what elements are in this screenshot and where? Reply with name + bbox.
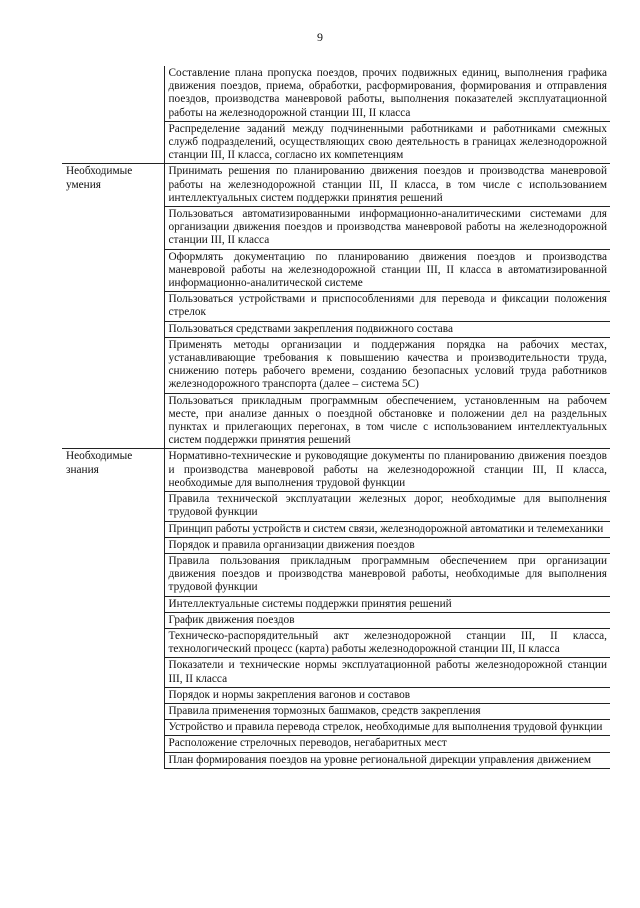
section-label: [62, 66, 164, 164]
requirement-cell: [164, 207, 610, 250]
requirement-text: Расположение стрелочных переводов, негабаритных мест: [168, 737, 447, 750]
requirement-text: Составление плана пропуска поездов, прочих подвижных единиц, выполнения графика движения поездов, приема, обработки, расформирования, формирования и отправления поездов, производства маневровой работы, выполнения показателей эксплуатационной работы на железнодорожной станции III, II класса: [168, 67, 607, 119]
requirement-text: Правила пользования прикладным программным обеспечением при организации движения поездов и производства маневровой работы, необходимые для выполнения трудовой функции: [168, 554, 607, 594]
requirement-cell: [164, 752, 610, 768]
requirement-cell: [164, 492, 610, 521]
requirement-cell: [164, 628, 610, 657]
requirement-cell: [164, 66, 610, 121]
requirement-text: Показатели и технические нормы эксплуатационной работы железнодорожной станции III, II класса: [168, 659, 607, 685]
requirement-text: Правила применения тормозных башмаков, средств закрепления: [168, 704, 481, 717]
requirement-cell: [164, 658, 610, 687]
requirement-cell: [164, 249, 610, 292]
requirement-cell: [164, 393, 610, 449]
requirement-text: План формирования поездов на уровне региональной дирекции управления движением: [168, 753, 592, 766]
requirement-text: Интеллектуальные системы поддержки принятия решений: [168, 597, 452, 610]
requirement-text: Распределение заданий между подчиненными работниками и работниками смежных служб подразделений, осуществляющих свою деятельность в границах железнодорожной станции III, II класса, согласно их компетенциям: [168, 122, 607, 162]
requirement-cell: [164, 537, 610, 553]
requirement-cell: [164, 703, 610, 719]
requirement-text: Техническо-распорядительный акт железнодорожной станции III, II класса, технологический процесс (карта) работы железнодорожной станции III, II класса: [168, 629, 607, 656]
requirement-cell: [164, 612, 610, 628]
requirement-cell: [164, 121, 610, 164]
requirement-cell: [164, 292, 610, 321]
requirement-text: График движения поездов: [168, 613, 295, 626]
table-row: [62, 164, 610, 207]
requirement-text: Пользоваться прикладным программным обеспечением, установленным на рабочем месте, при анализе данных о поездной обстановке и положении дел на раздельных пунктах и прилегающих перегонах, в том числе с использованием интеллектуальных систем поддержки принятия решений: [168, 394, 607, 447]
requirement-text: Правила технической эксплуатации железных дорог, необходимые для выполнения трудовой функции: [168, 493, 607, 519]
requirement-text: Нормативно-технические и руководящие документы по планированию движения поездов и производства маневровой работы на железнодорожной станции III, II класса, необходимые для выполнения трудовой функции: [168, 450, 607, 489]
requirement-text: Оформлять документацию по планированию движения поездов и производства маневровой работы на железнодорожной станции III, II класса в автоматизированной информационно-аналитической системе: [168, 250, 607, 290]
requirement-cell: [164, 736, 610, 752]
requirement-cell: [164, 321, 610, 337]
table-row: [62, 449, 610, 492]
requirement-cell: [164, 720, 610, 736]
requirement-text: Принимать решения по планированию движения поездов и производства маневровой работы на железнодорожной станции III, II класса, в том числе с использованием интеллектуальных систем поддержки принятия решений: [168, 165, 607, 204]
competency-table: [62, 66, 610, 769]
requirement-cell: [164, 553, 610, 596]
requirement-text: Порядок и нормы закрепления вагонов и составов: [168, 688, 411, 701]
requirement-cell: [164, 596, 610, 612]
section-label: Необходимые умения: [62, 164, 164, 449]
table-row: [62, 66, 610, 121]
requirement-cell: [164, 164, 610, 207]
page-number: 9: [317, 30, 323, 44]
requirement-cell: [164, 521, 610, 537]
section-label: Необходимые знания: [62, 449, 164, 768]
requirement-text: Пользоваться автоматизированными информационно-аналитическими системами для организации движения поездов и производства маневровой работы на железнодорожной станции III, II класса: [168, 208, 607, 247]
requirement-text: Пользоваться устройствами и приспособлениями для перевода и фиксации положения стрелок: [168, 293, 607, 319]
requirement-text: Устройство и правила перевода стрелок, необходимые для выполнения трудовой функции: [168, 721, 603, 734]
requirement-text: Пользоваться средствами закрепления подвижного состава: [168, 322, 453, 335]
requirement-cell: [164, 687, 610, 703]
requirement-cell: [164, 449, 610, 492]
requirement-text: Применять методы организации и поддержания порядка на рабочих местах, устанавливающие требования к повышению качества и производительности труда, снижению потерь рабочего времени, созданию безопасных условий труда работников железнодорожного транспорта (далее – система 5С): [168, 338, 607, 391]
requirement-text: Порядок и правила организации движения поездов: [168, 538, 415, 551]
requirement-text: Принцип работы устройств и систем связи, железнодорожной автоматики и телемеханики: [168, 522, 604, 535]
requirement-cell: [164, 337, 610, 393]
